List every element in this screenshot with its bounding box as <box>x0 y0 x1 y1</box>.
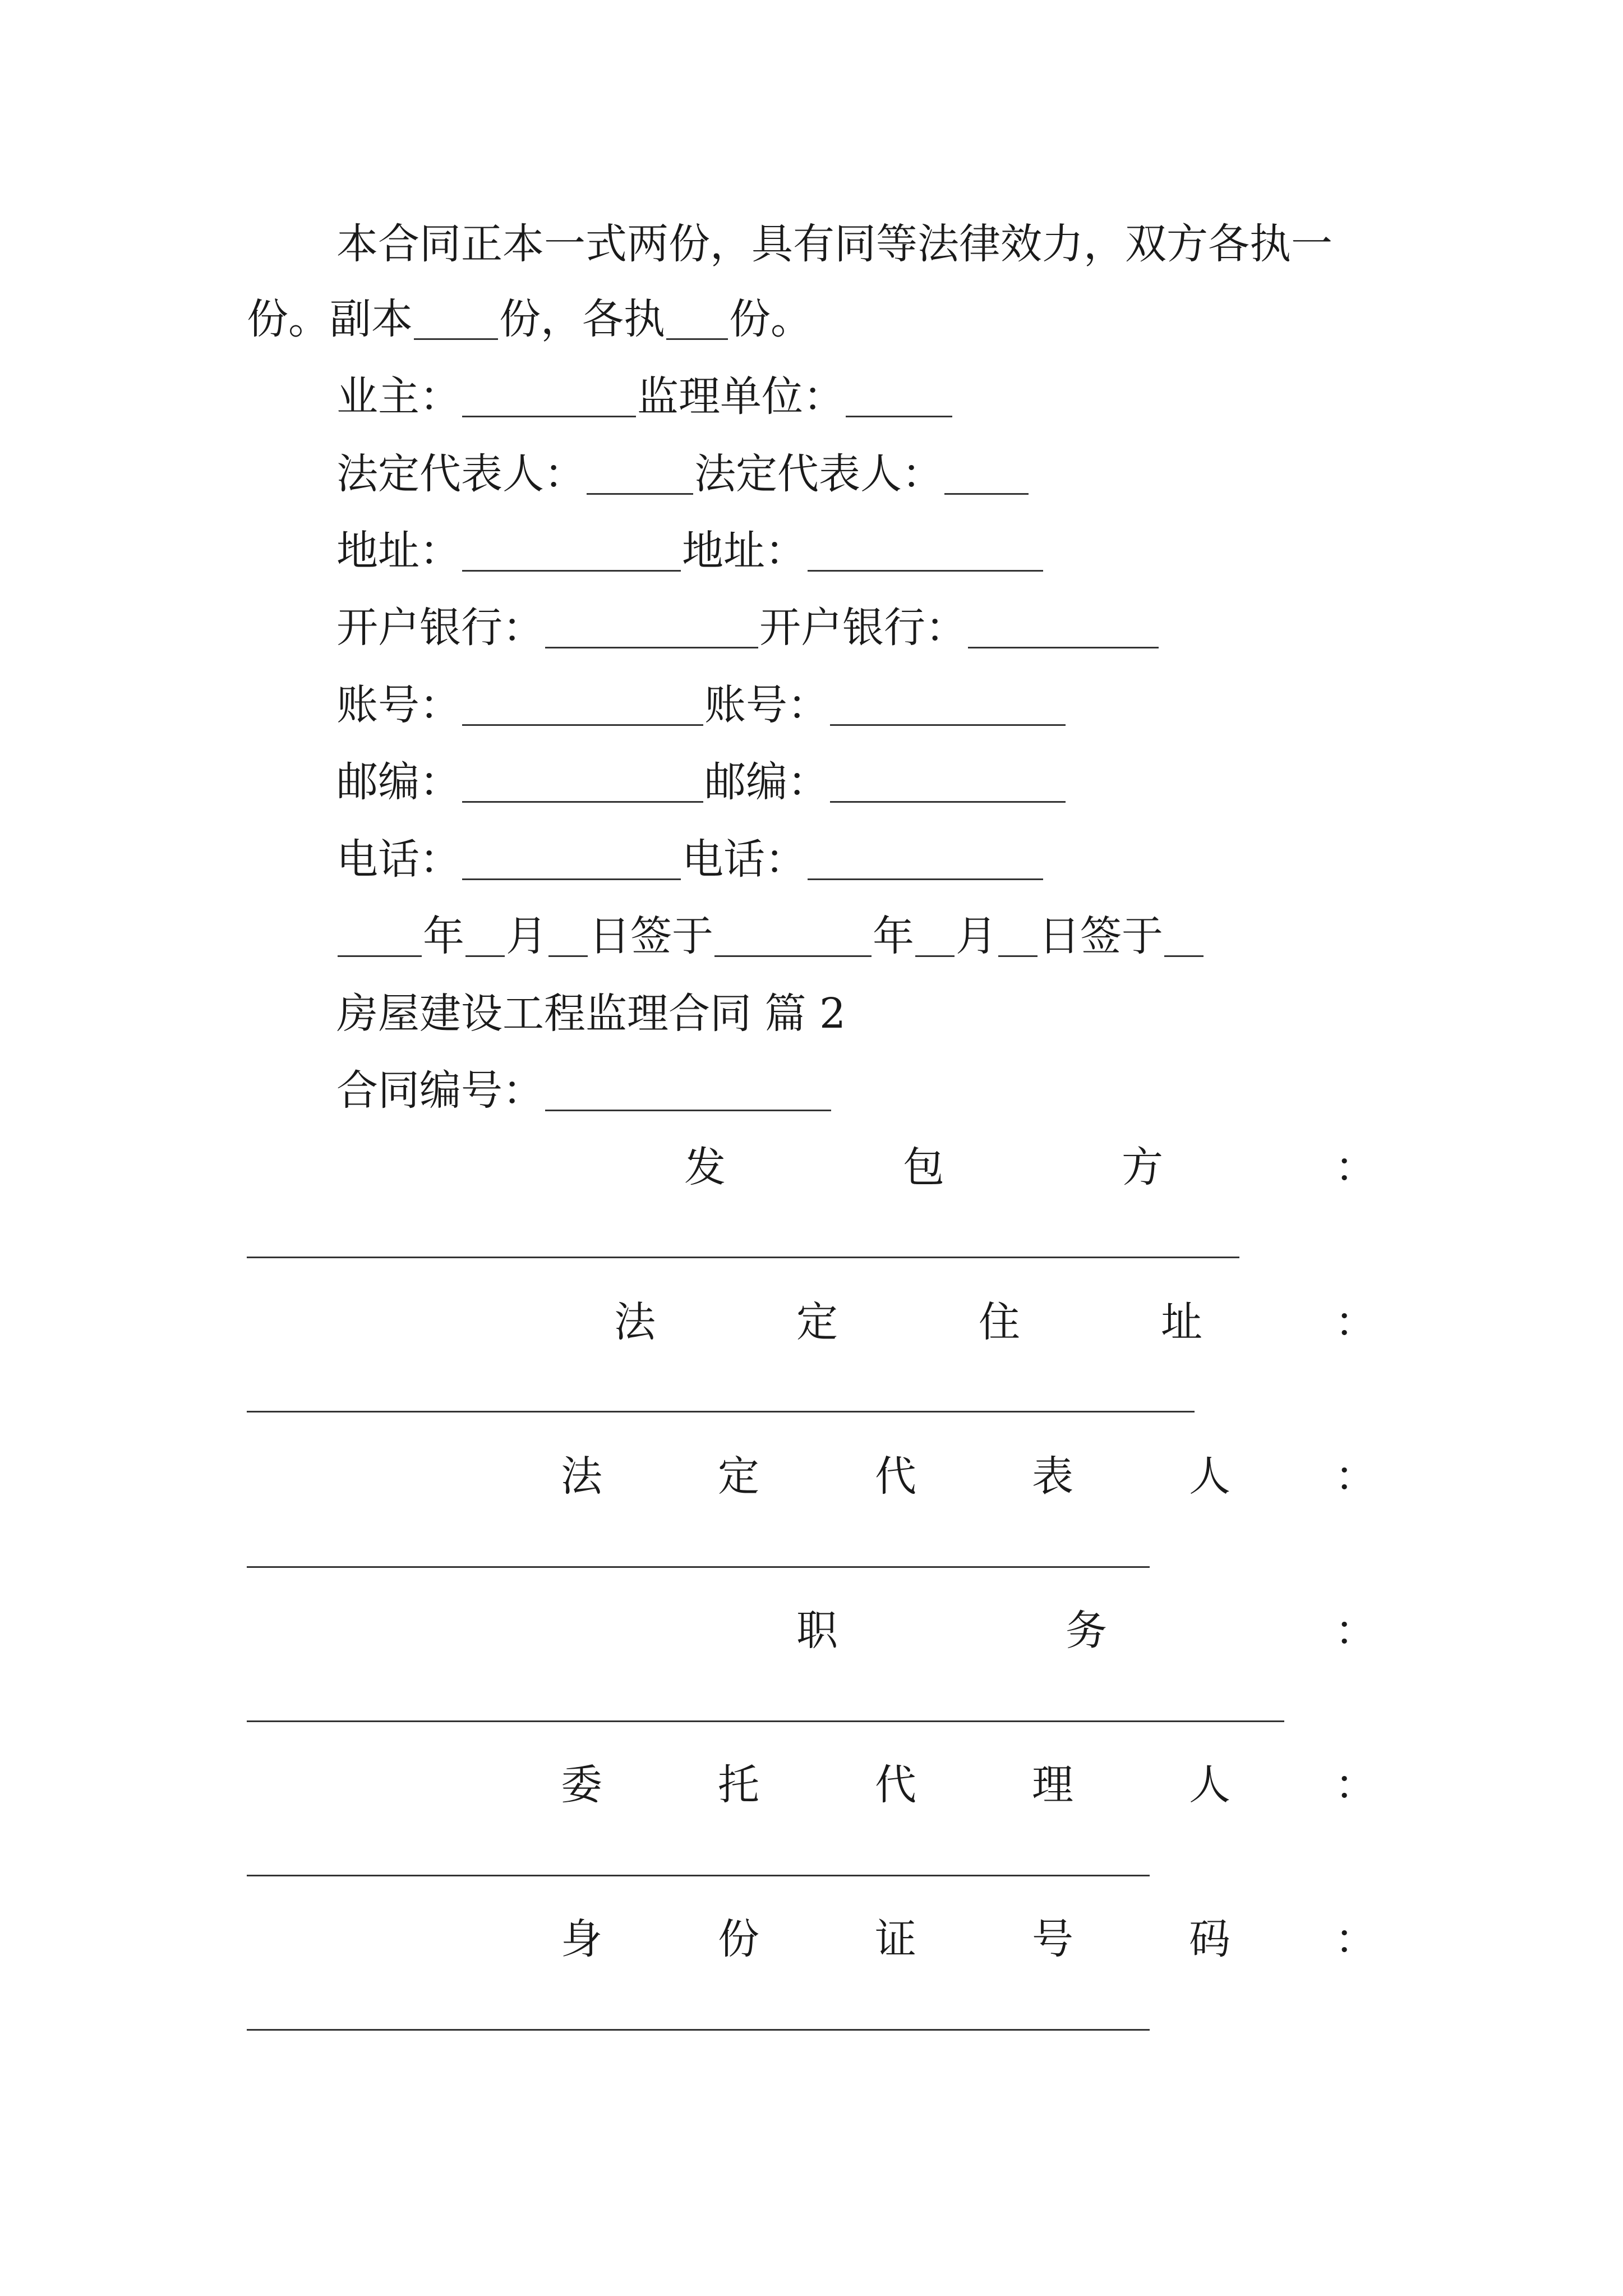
paragraph-line-2 <box>247 295 812 343</box>
day-blank[interactable] <box>548 916 588 957</box>
month-blank[interactable] <box>915 916 955 957</box>
field-char: 身 <box>561 1915 602 1963</box>
section-title-text: 房屋建设工程监理合同 篇 2 <box>336 990 846 1038</box>
field-char: 代 <box>875 1761 916 1809</box>
field-char: 方 <box>1122 1143 1163 1191</box>
paragraph-line-1 <box>336 220 1332 268</box>
month-label: 月 <box>506 912 547 960</box>
owner-blank[interactable] <box>462 376 636 417</box>
postcode-label: 邮编： <box>704 758 829 806</box>
place-blank[interactable] <box>1164 916 1204 957</box>
field-char: 法 <box>561 1452 602 1501</box>
bank-label: 开户银行： <box>336 604 544 652</box>
field-char: 代 <box>875 1452 916 1501</box>
field-char: 定 <box>796 1298 838 1346</box>
month-label: 月 <box>956 912 997 960</box>
day-signed-label: 日签于 <box>589 912 713 960</box>
address-blank[interactable] <box>808 531 1043 572</box>
account-blank[interactable] <box>830 685 1066 726</box>
field-char: 码 <box>1189 1915 1230 1963</box>
phone-row <box>336 835 1044 884</box>
legal-address-blank[interactable] <box>247 1411 1195 1412</box>
field-colon: ： <box>1335 1452 1376 1501</box>
field-char: 发 <box>684 1143 726 1191</box>
legal-rep-blank[interactable] <box>587 454 693 495</box>
phone-blank[interactable] <box>808 839 1043 880</box>
paragraph-text: 份。 <box>729 295 812 343</box>
field-colon: ： <box>1335 1915 1376 1963</box>
field-char: 法 <box>614 1298 656 1346</box>
field-char: 住 <box>979 1298 1020 1346</box>
supervisor-unit-blank[interactable] <box>846 376 952 417</box>
field-char: 理 <box>1032 1761 1073 1809</box>
paragraph-text: 份。副本 <box>247 295 413 343</box>
paragraph-text: 本合同正本一式两份，具有同等法律效力，双方各执一 <box>336 220 1332 268</box>
field-char: 定 <box>718 1452 759 1501</box>
field-char: 人 <box>1189 1452 1230 1501</box>
field-colon: ： <box>1335 1143 1376 1191</box>
contract-number-row <box>336 1066 832 1115</box>
field-char: 务 <box>1066 1607 1107 1655</box>
address-row <box>336 527 1044 575</box>
address-label: 地址： <box>682 527 806 575</box>
contract-number-label: 合同编号： <box>336 1066 544 1115</box>
day-blank[interactable] <box>998 916 1038 957</box>
contractor-blank[interactable] <box>247 1257 1239 1258</box>
bank-blank[interactable] <box>968 608 1159 648</box>
postcode-label: 邮编： <box>336 758 461 806</box>
postcode-blank[interactable] <box>462 762 703 803</box>
address-label: 地址： <box>336 527 461 575</box>
account-label: 账号： <box>704 681 829 729</box>
year-label: 年 <box>873 912 914 960</box>
field-char: 委 <box>561 1761 602 1809</box>
owner-row <box>336 372 953 421</box>
field-char: 包 <box>903 1143 944 1191</box>
postcode-row <box>336 758 1067 806</box>
field-colon: ： <box>1335 1298 1376 1346</box>
field-char: 人 <box>1189 1761 1230 1809</box>
month-blank[interactable] <box>465 916 505 957</box>
account-label: 账号： <box>336 681 461 729</box>
phone-label: 电话： <box>682 835 806 884</box>
legal-representative-blank[interactable] <box>247 1566 1150 1568</box>
place-blank[interactable] <box>714 916 872 957</box>
owner-label: 业主： <box>336 372 461 421</box>
legal-rep-blank[interactable] <box>944 454 1029 495</box>
id-number-blank[interactable] <box>247 2029 1150 2031</box>
day-signed-label: 日签于 <box>1039 912 1163 960</box>
blank-line[interactable] <box>414 299 498 340</box>
field-colon: ： <box>1335 1607 1376 1655</box>
position-blank[interactable] <box>247 1720 1284 1722</box>
phone-label: 电话： <box>336 835 461 884</box>
address-blank[interactable] <box>462 531 681 572</box>
paragraph-text: 份，各执 <box>499 295 665 343</box>
bank-blank[interactable] <box>545 608 758 648</box>
blank-line[interactable] <box>666 299 728 340</box>
year-label: 年 <box>423 912 464 960</box>
bank-row <box>336 604 1160 652</box>
field-char: 表 <box>1032 1452 1073 1501</box>
legal-rep-label: 法定代表人： <box>336 450 585 498</box>
account-row <box>336 681 1067 729</box>
agent-blank[interactable] <box>247 1875 1150 1876</box>
supervisor-unit-label: 监理单位： <box>637 372 845 421</box>
year-blank[interactable] <box>338 916 422 957</box>
section-title <box>336 990 846 1038</box>
field-char: 号 <box>1032 1915 1073 1963</box>
date-signed-row <box>336 912 1205 960</box>
field-colon: ： <box>1335 1761 1376 1809</box>
legal-rep-label: 法定代表人： <box>694 450 943 498</box>
phone-blank[interactable] <box>462 839 681 880</box>
contract-number-blank[interactable] <box>545 1070 831 1111</box>
field-char: 托 <box>718 1761 759 1809</box>
account-blank[interactable] <box>462 685 703 726</box>
bank-label: 开户银行： <box>759 604 967 652</box>
postcode-blank[interactable] <box>830 762 1066 803</box>
field-char: 址 <box>1161 1298 1202 1346</box>
field-char: 证 <box>875 1915 916 1963</box>
field-char: 份 <box>718 1915 759 1963</box>
legal-rep-row <box>336 450 1030 498</box>
field-char: 职 <box>796 1607 838 1655</box>
